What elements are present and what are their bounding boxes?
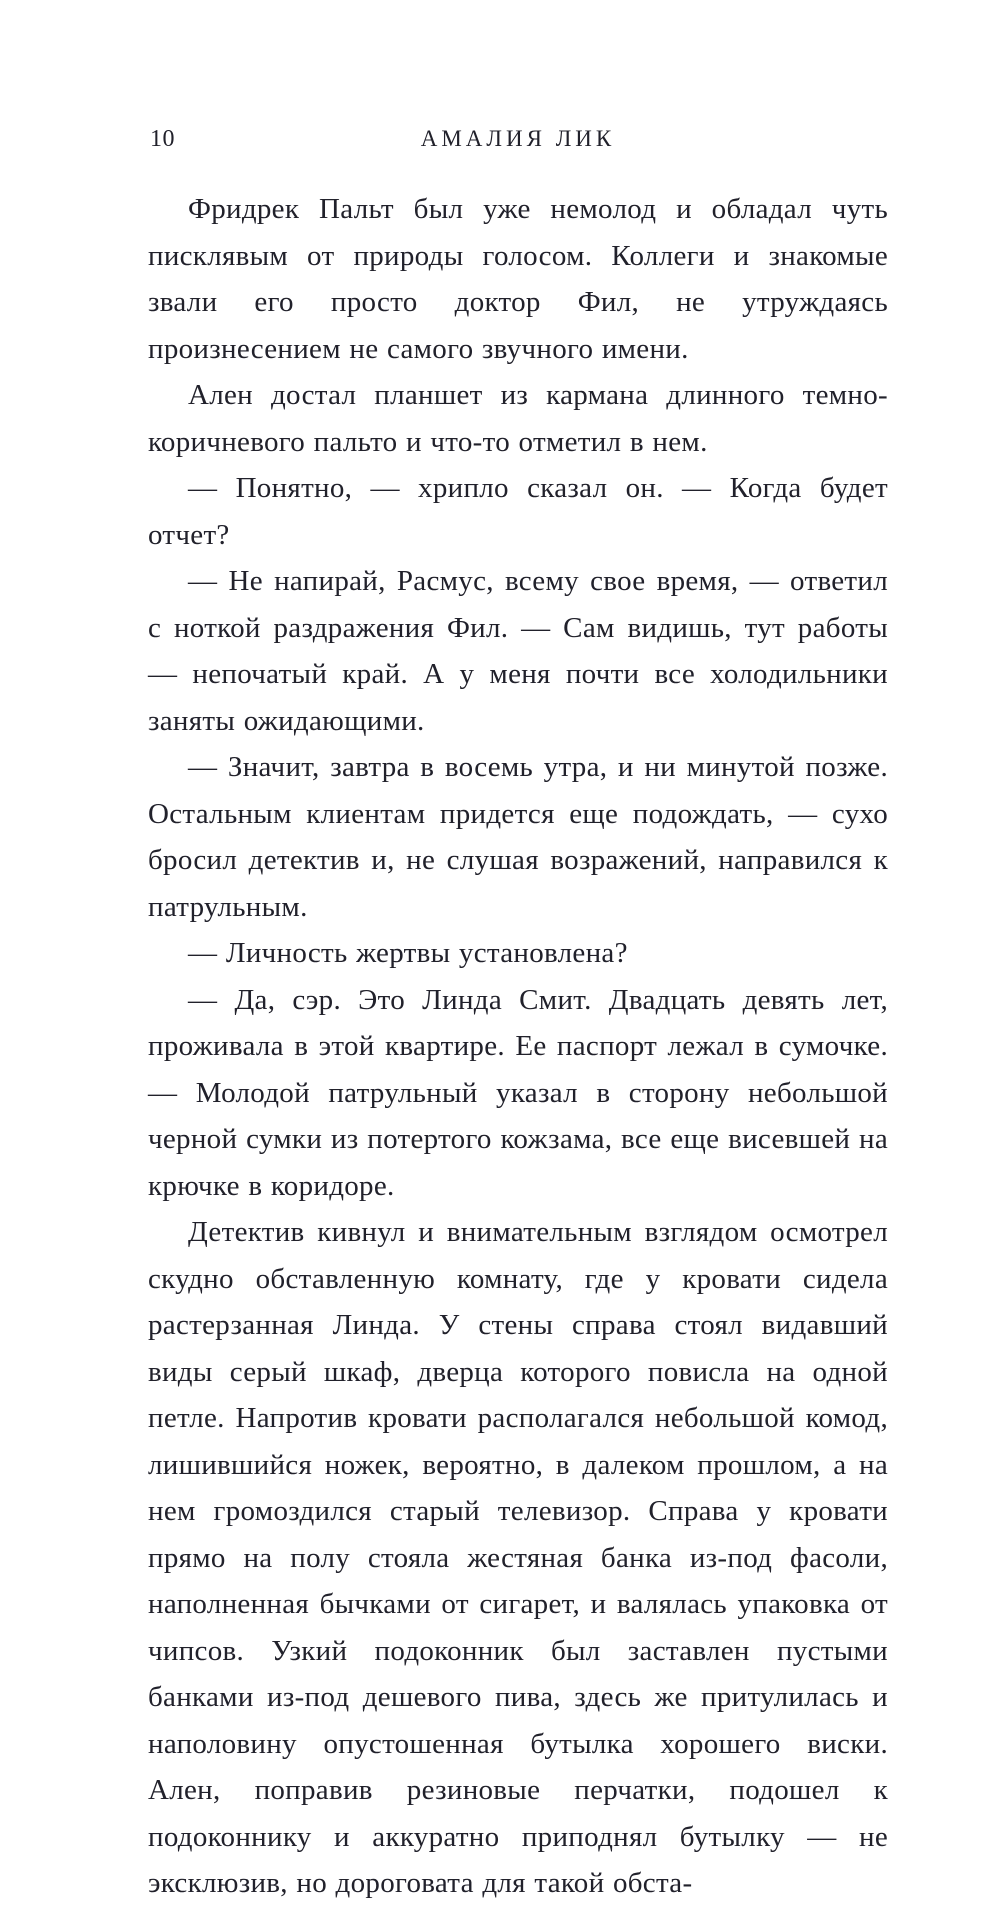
page-text [148,186,888,1907]
paragraph: — Понятно, — хрипло сказал он. — Когда будет отчет? [148,472,888,551]
running-header-title: АМАЛИЯ ЛИК [420,126,616,151]
paragraph: — Да, сэр. Это Линда Смит. Двадцать девять лет, проживала в этой квартире. Ее паспорт лежал в сумочке. — Молодой патрульный указал в сторону небольшой черной сумки из потертого кожзама, все еще висевшей на крючке в коридоре. [148,983,888,1202]
paragraph: — Значит, завтра в восемь утра, и ни минутой позже. Остальным клиентам придется еще подождать, — сухо бросил детектив и, не слушая возражений, направился к патрульным. [148,751,888,923]
page-number: 10 [150,126,175,152]
paragraph: — Не напирай, Расмус, всему свое время, — ответил с ноткой раздражения Фил. — Сам видишь, тут работы — непочатый край. А у меня почти все холодильники заняты ожидающими. [148,565,888,737]
book-page [148,0,888,1899]
paragraph: Ален достал планшет из кармана длинного темно-коричневого пальто и что-то отметил в нем. [148,379,888,458]
paragraph: Детектив кивнул и внимательным взглядом осмотрел скудно обставленную комнату, где у кровати сидела растерзанная Линда. У стены справа стоял видавший виды серый шкаф, дверца которого повисла на одной петле. Напротив кровати располагался небольшой комод, лишившийся ножек, вероятно, в далеком прошлом, а на нем громоздился старый телевизор. Справа у кровати прямо на полу стояла жестяная банка из-под фасоли, наполненная бычками от сигарет, и валялась упаковка от чипсов. Узкий подоконник был заставлен пустыми банками из-под дешевого пива, здесь же притулилась и наполовину опустошенная бутылка хорошего виски. Ален, поправив резиновые перчатки, подошел к подоконнику и аккуратно приподнял бутылку — не эксклюзив, но дороговата для такой обста- [148,1216,888,1899]
paragraph: — Личность жертвы установлена? [188,937,628,969]
paragraph: Фридрек Пальт был уже немолод и обладал чуть писклявым от природы голосом. Коллеги и знакомые звали его просто доктор Фил, не утруждаясь произнесением не самого звучного имени. [148,193,888,365]
running-head [148,126,888,158]
